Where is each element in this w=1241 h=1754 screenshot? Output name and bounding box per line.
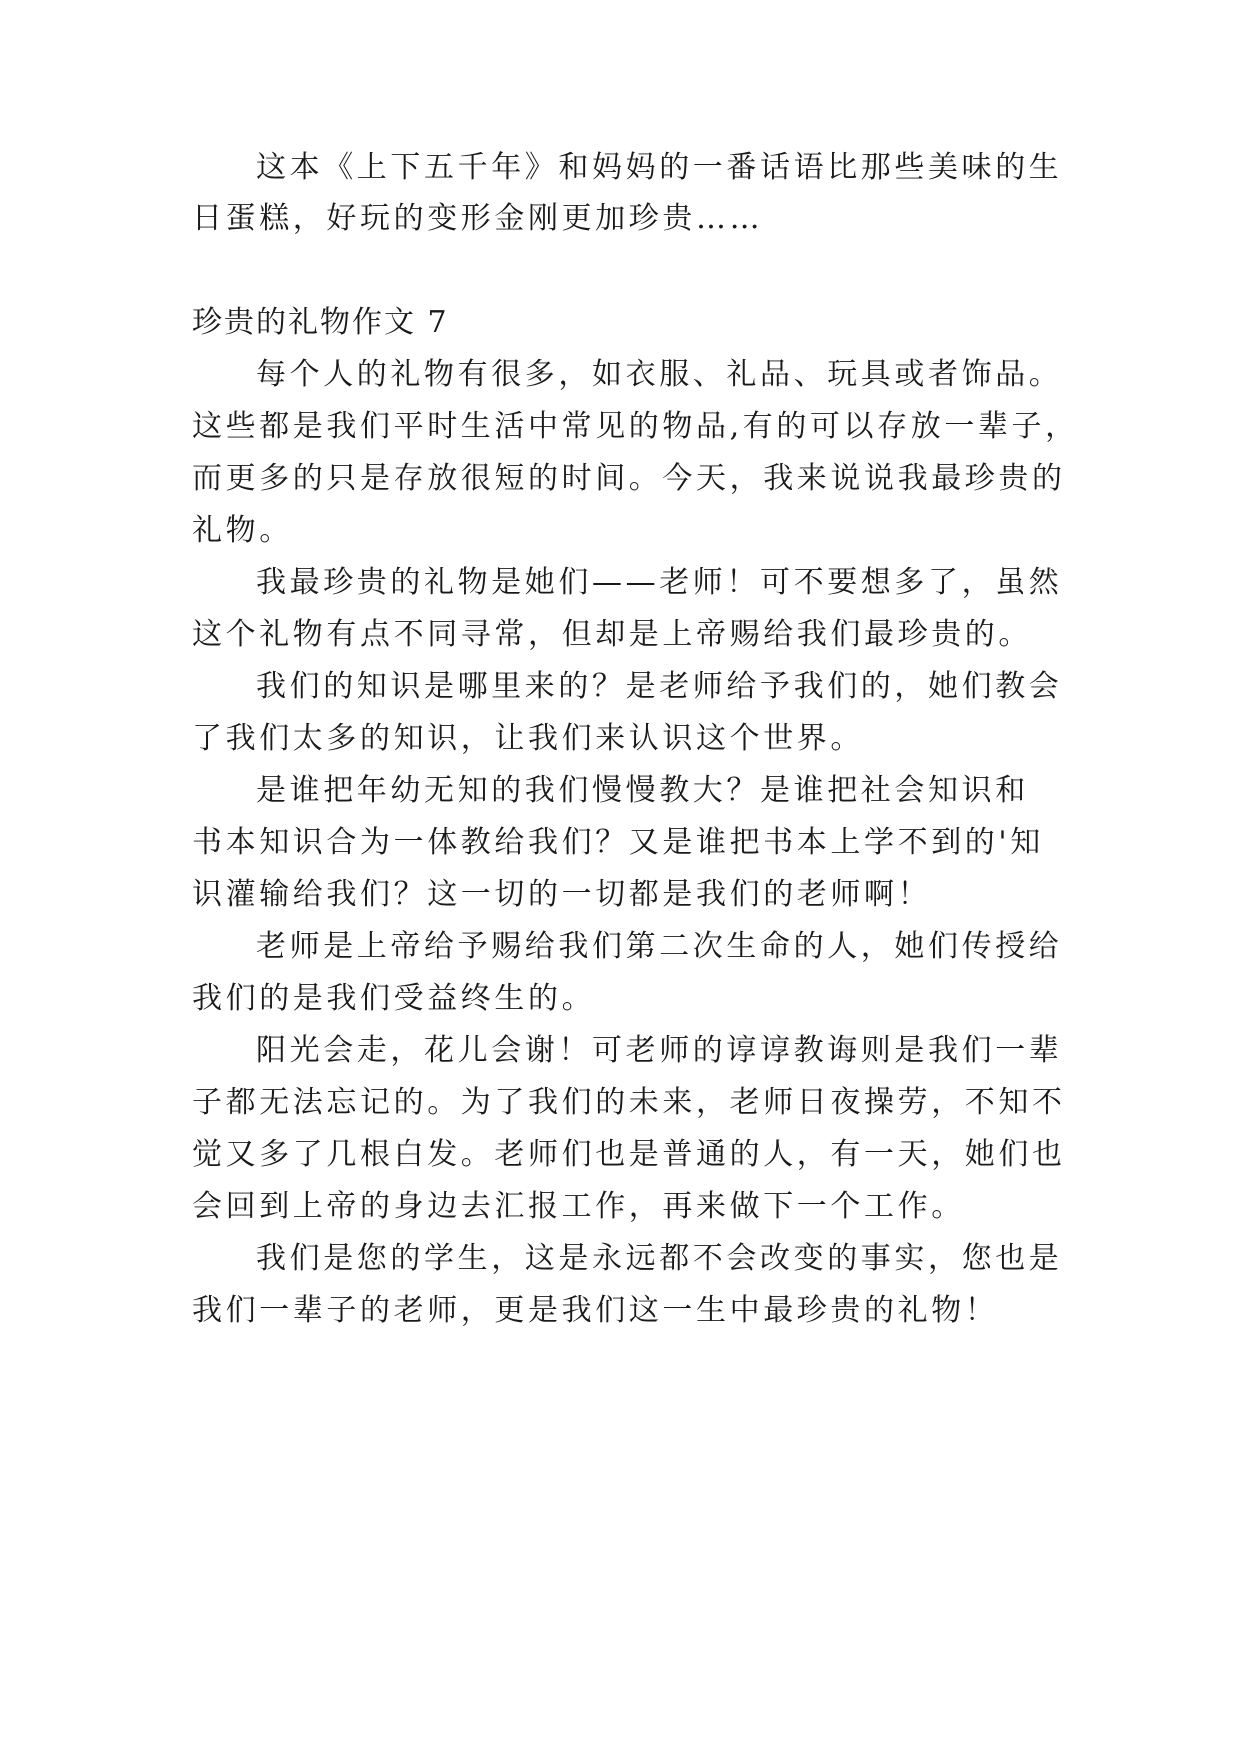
paragraph-7-line-2: 我们一辈子的老师，更是我们这一生中最珍贵的礼物！	[192, 1293, 999, 1328]
paragraph-4-line-2: 书本知识合为一体教给我们？又是谁把书本上学不到的'知	[192, 825, 1044, 860]
paragraph-6-line-3: 觉又多了几根白发。老师们也是普通的人，有一天，她们也	[192, 1137, 1066, 1172]
intro-line-2: 日蛋糕，好玩的变形金刚更加珍贵……	[192, 201, 764, 236]
paragraph-5-line-2: 我们的是我们受益终生的。	[192, 981, 596, 1016]
paragraph-7-line-1: 我们是您的学生，这是永远都不会改变的事实，您也是	[256, 1241, 1063, 1276]
paragraph-2-line-2: 这个礼物有点不同寻常，但却是上帝赐给我们最珍贵的。	[192, 617, 1032, 652]
paragraph-4-line-1: 是谁把年幼无知的我们慢慢教大？是谁把社会知识和	[256, 773, 1029, 808]
paragraph-6-line-2: 子都无法忘记的。为了我们的未来，老师日夜操劳，不知不	[192, 1085, 1066, 1120]
paragraph-1-line-4: 礼物。	[192, 513, 293, 548]
paragraph-2-line-1: 我最珍贵的礼物是她们——老师！可不要想多了，虽然	[256, 565, 1063, 600]
paragraph-4-line-3: 识灌输给我们？这一切的一切都是我们的老师啊！	[192, 877, 932, 912]
paragraph-3-line-1: 我们的知识是哪里来的？是老师给予我们的，她们教会	[256, 669, 1063, 704]
paragraph-1-line-1: 每个人的礼物有很多，如衣服、礼品、玩具或者饰品。	[256, 357, 1063, 392]
paragraph-3-line-2: 了我们太多的知识，让我们来认识这个世界。	[192, 721, 864, 756]
paragraph-6-line-1: 阳光会走，花儿会谢！可老师的谆谆教诲则是我们一辈	[256, 1033, 1063, 1068]
essay-title: 珍贵的礼物作文 7	[192, 305, 449, 340]
intro-line-1: 这本《上下五千年》和妈妈的一番话语比那些美味的生	[256, 150, 1063, 185]
paragraph-1-line-2: 这些都是我们平时生活中常见的物品,有的可以存放一辈子，	[192, 409, 1079, 444]
paragraph-5-line-1: 老师是上帝给予赐给我们第二次生命的人，她们传授给	[256, 929, 1063, 964]
paragraph-1-line-3: 而更多的只是存放很短的时间。今天，我来说说我最珍贵的	[192, 461, 1066, 496]
paragraph-6-line-4: 会回到上帝的身边去汇报工作，再来做下一个工作。	[192, 1189, 965, 1224]
